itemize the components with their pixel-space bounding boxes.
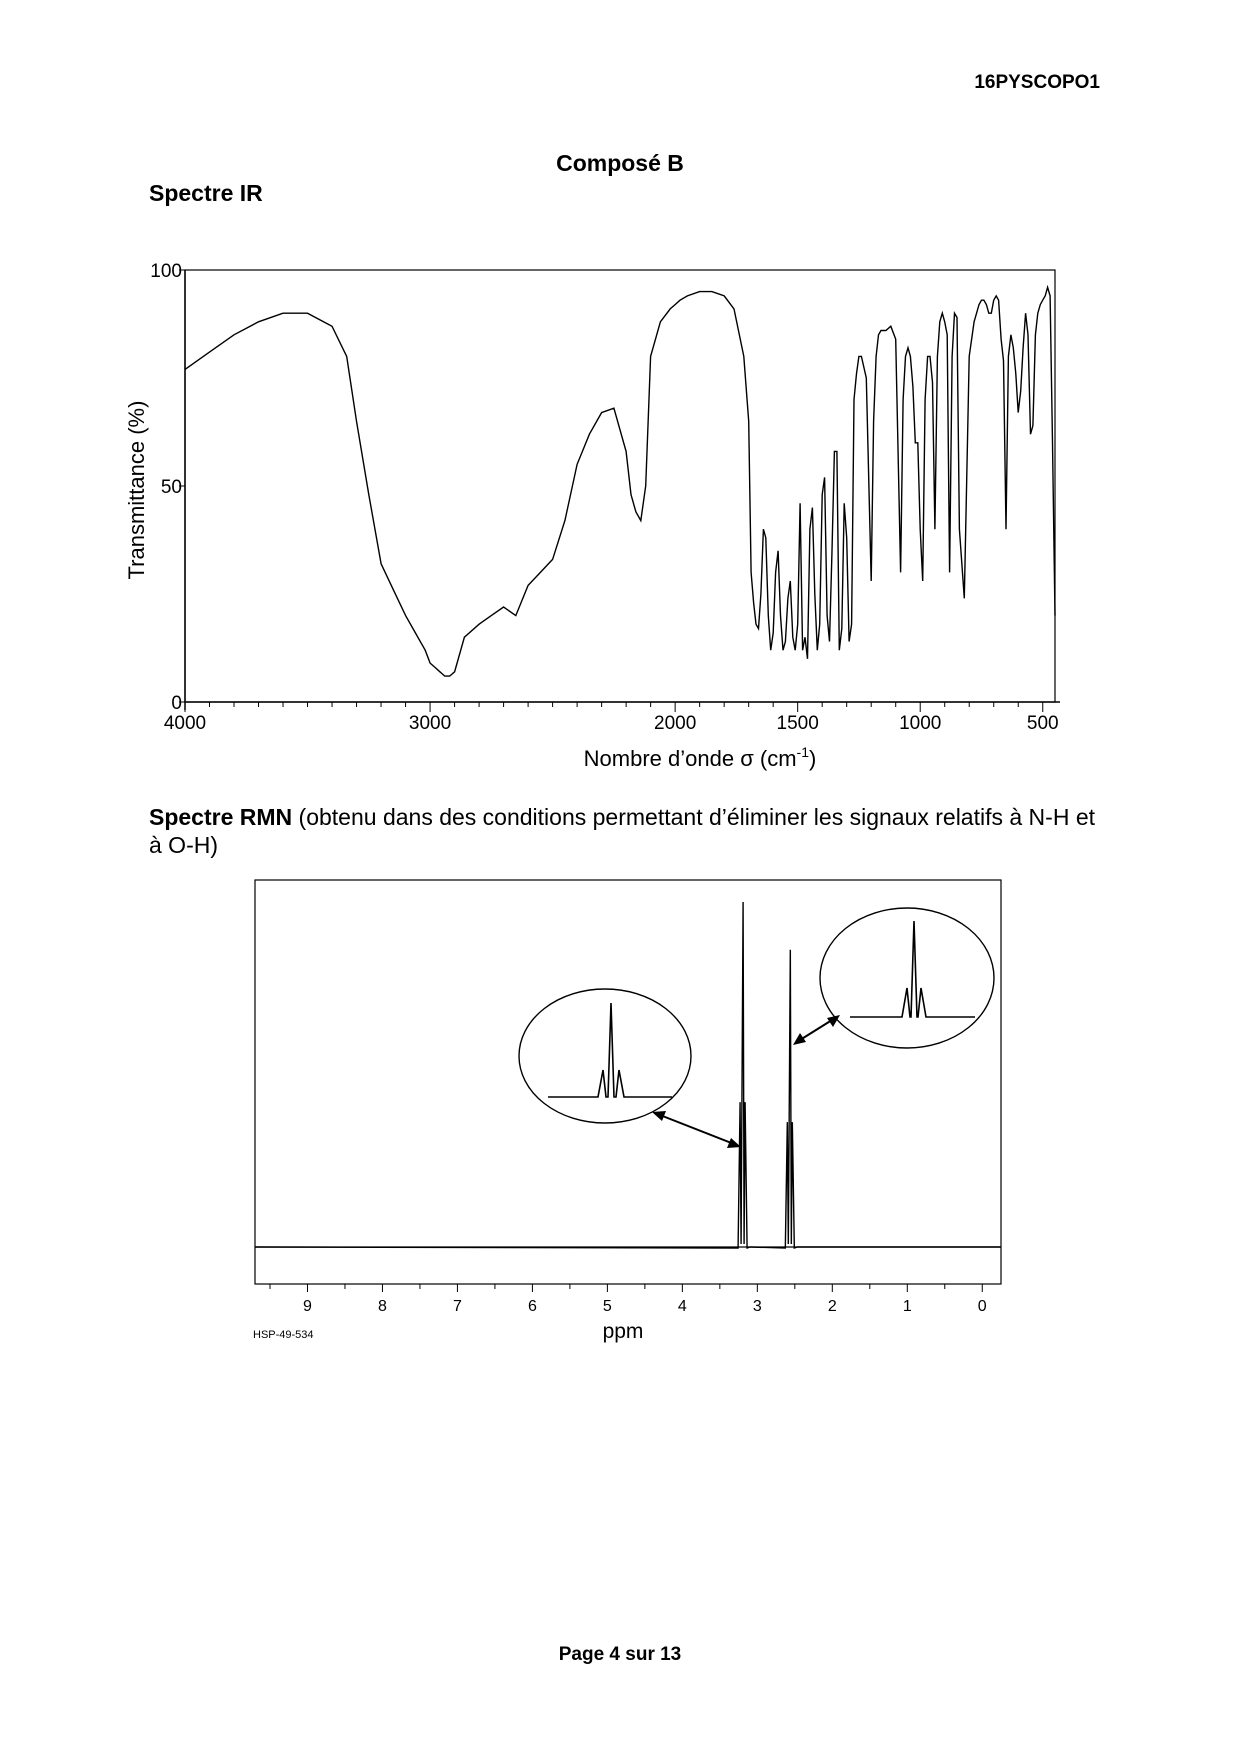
ir-x-tick-labels	[164, 713, 1059, 734]
peak-zoom-inset-left	[519, 989, 691, 1123]
ir-y-tick-labels	[150, 261, 185, 714]
rmn-x-tick-label: 1	[902, 1298, 912, 1315]
rmn-spectrum-chart	[240, 870, 1020, 1350]
ir-y-tick-label: 0	[171, 693, 182, 714]
peak-zoom-multiplet-right	[850, 921, 975, 1017]
ir-x-tick-label: 1000	[899, 713, 942, 734]
page-footer: Page 4 sur 13	[558, 1644, 682, 1665]
ir-x-tick-label: 4000	[163, 713, 207, 734]
rmn-x-axis-label: ppm	[602, 1320, 644, 1343]
ir-x-axis-label-main: Nombre d’onde σ (cm	[583, 746, 797, 771]
arrow-head-right-start	[793, 1033, 806, 1045]
rmn-x-tick-label: 0	[977, 1298, 987, 1315]
ir-x-axis-label-end: )	[809, 746, 817, 771]
peak-arrow-left	[660, 1115, 734, 1144]
rmn-plot-frame	[255, 880, 1001, 1284]
rmn-x-tick-label: 6	[527, 1298, 537, 1315]
rmn-section-description: (obtenu dans des conditions permettant d’éliminer les signaux relatifs à N-H et à O-H)	[149, 804, 1096, 858]
ir-y-tick-label: 50	[160, 477, 182, 498]
ir-series-line	[185, 287, 1055, 676]
document-code: 16PYSCOPO1	[974, 72, 1100, 93]
rmn-x-tick-label: 4	[677, 1298, 687, 1315]
rmn-x-tick-label: 9	[303, 1298, 312, 1315]
ir-y-axis-label: Transmittance (%)	[124, 400, 149, 580]
rmn-x-tick-label: 5	[602, 1298, 612, 1315]
rmn-x-tick-label: 3	[752, 1298, 762, 1315]
ir-spectrum-chart	[110, 255, 1080, 775]
compound-title: Composé B	[556, 150, 684, 176]
rmn-series-line	[255, 902, 1001, 1248]
ir-x-axis-label-sup: -1	[796, 744, 810, 760]
rmn-section-heading: Spectre RMN	[149, 804, 293, 830]
ir-x-axis-label	[584, 744, 817, 771]
ir-y-tick-label: 100	[150, 261, 182, 282]
rmn-x-ticks	[270, 1284, 982, 1292]
rmn-spectrum-code: HSP-49-534	[253, 1329, 314, 1341]
ir-x-tick-label: 2000	[654, 713, 697, 734]
rmn-x-tick-label: 2	[827, 1298, 837, 1315]
ir-x-tick-label: 1500	[776, 713, 819, 734]
peak-zoom-inset-right	[820, 908, 994, 1048]
ir-x-minor-ticks	[185, 702, 1043, 712]
rmn-x-tick-labels	[303, 1298, 987, 1315]
peak-zoom-multiplet-left	[548, 1003, 672, 1097]
ir-section-heading: Spectre IR	[149, 180, 263, 206]
rmn-x-tick-label: 7	[452, 1298, 462, 1315]
arrow-head-left-start	[652, 1111, 666, 1121]
ir-x-tick-label: 500	[1026, 713, 1059, 734]
rmn-x-tick-label: 8	[378, 1298, 387, 1315]
peak-arrow-right	[800, 1020, 832, 1040]
rmn-section-paragraph	[149, 803, 1099, 859]
ir-x-tick-label: 3000	[408, 713, 452, 734]
